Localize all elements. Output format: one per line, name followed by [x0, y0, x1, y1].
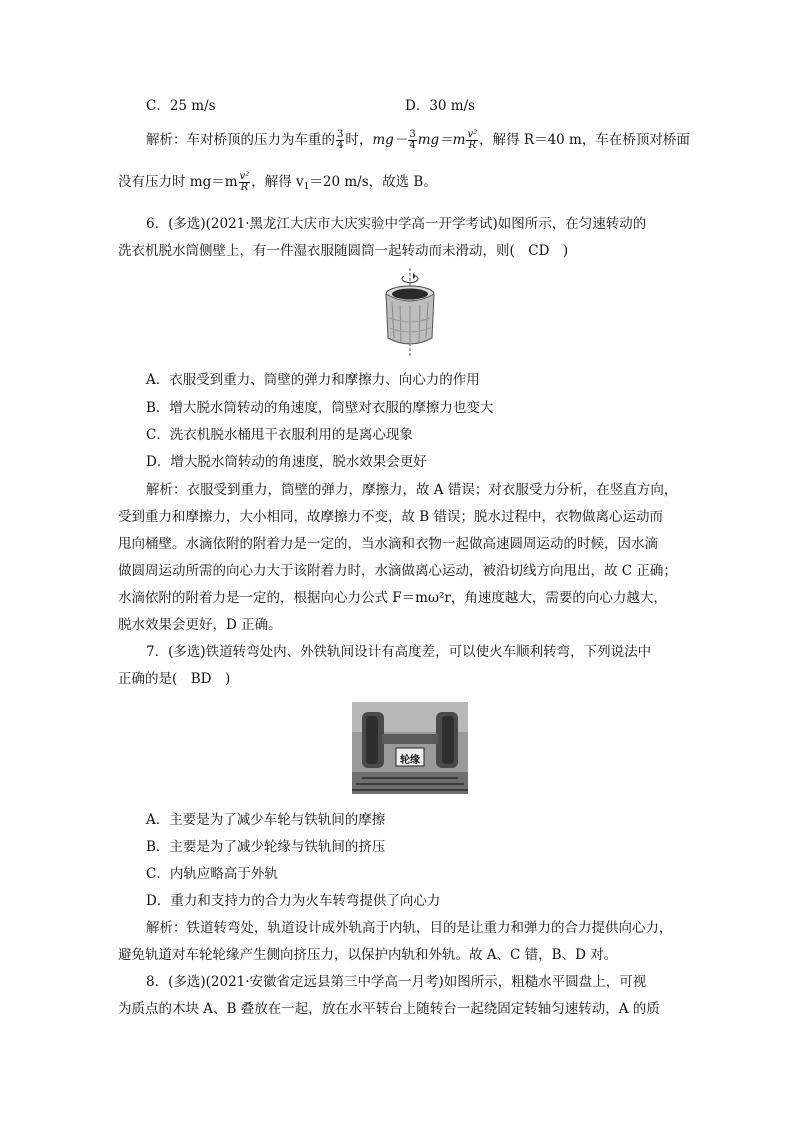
- q7-stem-line1: 7．(多选)铁道转弯处内、外铁轨间设计有高度差，可以使火车顺利转弯，下列说法中: [146, 644, 652, 660]
- text: 没有压力时 mg＝m: [118, 174, 238, 190]
- option-b: B．增大脱水筒转动的角速度，筒壁对衣服的摩擦力也变大: [146, 400, 494, 416]
- q8-stem-line: 8．(多选)(2021·安徽省定远县第三中学高一月考)如图所示，粗糙水平圆盘上，可视: [146, 974, 647, 990]
- option-d: D．30 m/s: [405, 98, 476, 114]
- q6-analysis-line: 水滴依附的附着力是一定的，根据向心力公式 F＝mω²r，角速度越大，需要的向心力越大，: [118, 590, 667, 606]
- q7-analysis-line: 避免轨道对车轮轮缘产生侧向挤压力，以保护内轨和外轨。故 A、C 错，B、D 对。: [118, 947, 618, 963]
- q6-analysis-line: 做圆周运动所需的向心力大于该附着力时，水滴做离心运动，被沿切线方向甩出，故 C 正确；: [118, 563, 677, 579]
- option-c: C．洗衣机脱水桶甩干衣服利用的是离心现象: [146, 427, 413, 443]
- numerator: 3: [337, 129, 344, 140]
- numerator: v²: [239, 171, 250, 182]
- q7-analysis-line: 解析：铁道转弯处，轨道设计成外轨高于内轨，目的是让重力和弹力的合力提供向心力，: [146, 920, 673, 936]
- q8-stem-line: 为质点的木块 A、B 叠放在一起，放在水平转台上随转台一起绕固定转轴匀速转动，A 的质: [118, 1001, 660, 1017]
- fraction: [466, 130, 478, 151]
- option-d: D．增大脱水筒转动的角速度，脱水效果会更好: [146, 454, 427, 470]
- option-b: B．主要是为了减少轮缘与铁轨间的挤压: [146, 839, 386, 855]
- q6-analysis-line: 脱水效果会更好，D 正确。: [118, 617, 282, 633]
- equation: mg＝m: [417, 132, 466, 148]
- denominator: R: [240, 182, 249, 193]
- option-a: A．主要是为了减少车轮与铁轨间的摩擦: [146, 812, 386, 828]
- washing-drum-image: [380, 268, 440, 356]
- fraction: [239, 172, 251, 193]
- option-c: C．内轨应略高于外轨: [146, 866, 278, 882]
- q7-stem-line2: 正确的是( BD ): [118, 671, 231, 687]
- denominator: 4: [337, 140, 344, 151]
- option-d: D．重力和支持力的合力为火车转弯提供了向心力: [146, 893, 441, 909]
- fraction: [336, 130, 344, 151]
- fraction: [408, 130, 416, 151]
- text: ，解得 R＝40 m，车在桥顶对桥面: [479, 132, 690, 148]
- q6-stem-line2: 洗衣机脱水筒侧壁上，有一件湿衣服随圆筒一起转动而未滑动，则( CD ): [118, 243, 569, 259]
- q6-analysis-line: 受到重力和摩擦力，大小相同，故摩擦力不变，故 B 错误；脱水过程中，衣物做离心运动而: [118, 509, 664, 525]
- text: ＝20 m/s，故选 B。: [309, 174, 437, 190]
- q6-analysis-line: 甩向桶壁。水滴依附的附着力是一定的，当水滴和衣物一起做高速圆周运动的时候，因水滴: [118, 536, 658, 552]
- numerator: 3: [409, 129, 416, 140]
- q6-analysis-line: 解析：衣服受到重力，筒壁的弹力，摩擦力，故 A 错误；对衣服受力分析，在竖直方向，: [146, 482, 678, 498]
- option-c: C．25 m/s: [146, 98, 216, 114]
- equation: mg－: [372, 132, 408, 148]
- subscript: 1: [303, 182, 310, 192]
- denominator: R: [468, 140, 477, 151]
- q5-analysis-line1: [146, 130, 714, 151]
- denominator: 4: [409, 140, 416, 151]
- numerator: v²: [467, 129, 478, 140]
- text: ，解得 v: [251, 174, 304, 190]
- q5-analysis-line2: [118, 172, 714, 197]
- train-wheel-image: [352, 702, 468, 794]
- text: 时，: [345, 132, 373, 148]
- flange-label: 轮缘: [400, 755, 420, 766]
- text: 解析：车对桥顶的压力为车重的: [146, 132, 335, 148]
- q6-stem-line1: 6．(多选)(2021·黑龙江大庆市大庆实验中学高一开学考试)如图所示，在匀速转动的: [146, 216, 647, 232]
- option-a: A．衣服受到重力、筒壁的弹力和摩擦力、向心力的作用: [146, 372, 480, 388]
